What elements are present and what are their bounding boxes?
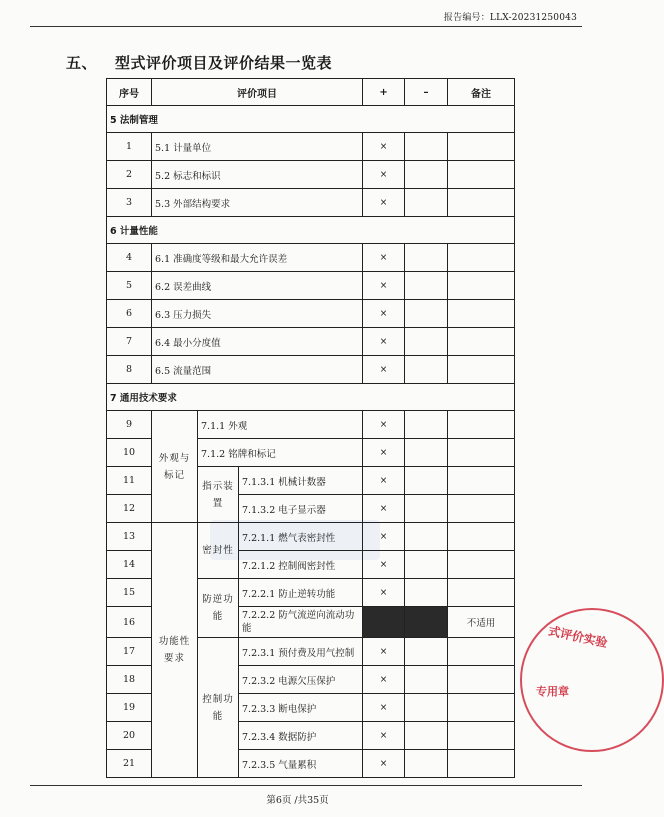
row-note	[448, 551, 515, 579]
row-minus	[405, 579, 448, 607]
row-seq: 9	[107, 411, 152, 439]
row-plus: ×	[363, 439, 405, 467]
row-minus	[405, 722, 448, 750]
table-row	[107, 300, 515, 328]
section-label: 5 法制管理	[107, 106, 515, 133]
row-minus-shaded	[405, 607, 448, 638]
row-seq: 20	[107, 722, 152, 750]
row-seq: 11	[107, 467, 152, 495]
section-row	[107, 217, 515, 244]
row-plus: ×	[363, 411, 405, 439]
row-seq: 17	[107, 638, 152, 666]
section-number: 五、	[66, 54, 98, 72]
row-minus	[405, 133, 448, 161]
seal-text-center: 专用章	[536, 685, 569, 698]
row-plus: ×	[363, 523, 405, 551]
row-note	[448, 244, 515, 272]
row-note	[448, 666, 515, 694]
row-seq: 7	[107, 328, 152, 356]
row-item: 5.2 标志和标识	[152, 161, 363, 189]
row-minus	[405, 189, 448, 217]
row-seq: 5	[107, 272, 152, 300]
row-note	[448, 523, 515, 551]
row-plus: ×	[363, 694, 405, 722]
row-minus	[405, 495, 448, 523]
row-item: 7.1.3.2 电子显示器	[239, 495, 363, 523]
row-item: 5.3 外部结构要求	[152, 189, 363, 217]
row-item: 7.1.1 外观	[198, 411, 363, 439]
row-plus: ×	[363, 133, 405, 161]
report-number: 报告编号：LLX-20231250043	[443, 13, 577, 23]
row-note	[448, 189, 515, 217]
row-plus: ×	[363, 189, 405, 217]
row-seq: 13	[107, 523, 152, 551]
footer-rule	[30, 785, 582, 786]
row-minus	[405, 161, 448, 189]
row-plus: ×	[363, 161, 405, 189]
row-note	[448, 439, 515, 467]
row-note	[448, 750, 515, 778]
header-rule	[30, 26, 582, 27]
row-plus-shaded	[363, 607, 405, 638]
row-seq: 15	[107, 579, 152, 607]
row-minus	[405, 551, 448, 579]
header-seq: 序号	[107, 79, 152, 106]
row-minus	[405, 328, 448, 356]
row-seq: 19	[107, 694, 152, 722]
table-row	[107, 272, 515, 300]
row-plus: ×	[363, 356, 405, 384]
row-plus: ×	[363, 328, 405, 356]
row-note	[448, 495, 515, 523]
section-title	[66, 52, 332, 73]
row-minus	[405, 523, 448, 551]
row-minus	[405, 244, 448, 272]
row-plus: ×	[363, 638, 405, 666]
table-header-row	[107, 79, 515, 106]
row-minus	[405, 439, 448, 467]
table-row	[107, 411, 515, 439]
table-row	[107, 356, 515, 384]
row-note	[448, 579, 515, 607]
row-minus	[405, 411, 448, 439]
table-row	[107, 133, 515, 161]
row-item: 7.2.3.4 数据防护	[239, 722, 363, 750]
section-label: 7 通用技术要求	[107, 384, 515, 411]
row-minus	[405, 694, 448, 722]
row-seq: 6	[107, 300, 152, 328]
row-note	[448, 356, 515, 384]
row-seq: 8	[107, 356, 152, 384]
row-plus: ×	[363, 495, 405, 523]
table-row	[107, 244, 515, 272]
section-row	[107, 384, 515, 411]
header-minus: –	[405, 79, 448, 106]
page-number: 第6页 /共35页	[266, 795, 329, 806]
row-item: 6.5 流量范围	[152, 356, 363, 384]
row-note	[448, 694, 515, 722]
row-plus: ×	[363, 750, 405, 778]
row-note	[448, 638, 515, 666]
row-plus: ×	[363, 467, 405, 495]
row-item: 7.1.2 铭牌和标记	[198, 439, 363, 467]
row-plus: ×	[363, 579, 405, 607]
row-seq: 12	[107, 495, 152, 523]
table-row	[107, 161, 515, 189]
table-row	[107, 328, 515, 356]
group-backflow: 防逆功能	[198, 579, 239, 638]
row-seq: 10	[107, 439, 152, 467]
section-heading: 型式评价项目及评价结果一览表	[115, 54, 333, 72]
row-minus	[405, 750, 448, 778]
row-item: 6.4 最小分度值	[152, 328, 363, 356]
row-plus: ×	[363, 272, 405, 300]
row-note	[448, 161, 515, 189]
row-item: 6.3 压力损失	[152, 300, 363, 328]
row-minus	[405, 356, 448, 384]
row-note	[448, 467, 515, 495]
row-item: 7.2.2.1 防止逆转功能	[239, 579, 363, 607]
row-item: 7.2.3.3 断电保护	[239, 694, 363, 722]
row-plus: ×	[363, 722, 405, 750]
row-seq: 16	[107, 607, 152, 638]
row-seq: 1	[107, 133, 152, 161]
row-item: 5.1 计量单位	[152, 133, 363, 161]
row-seq: 2	[107, 161, 152, 189]
row-plus: ×	[363, 666, 405, 694]
table-row	[107, 523, 515, 551]
table-row	[107, 189, 515, 217]
row-note	[448, 328, 515, 356]
row-seq: 18	[107, 666, 152, 694]
row-note	[448, 411, 515, 439]
row-note	[448, 272, 515, 300]
official-seal-stamp	[520, 608, 664, 752]
section-row	[107, 106, 515, 133]
row-note	[448, 722, 515, 750]
header-item: 评价项目	[152, 79, 363, 106]
header-plus: +	[363, 79, 405, 106]
group-indicator: 指示装置	[198, 467, 239, 523]
row-minus	[405, 300, 448, 328]
row-item: 7.1.3.1 机械计数器	[239, 467, 363, 495]
row-note	[448, 300, 515, 328]
row-plus: ×	[363, 244, 405, 272]
group-function: 功能性要求	[152, 523, 198, 778]
row-plus: ×	[363, 551, 405, 579]
row-item: 7.2.3.2 电源欠压保护	[239, 666, 363, 694]
row-item: 7.2.3.1 预付费及用气控制	[239, 638, 363, 666]
row-item: 7.2.2.2 防气流逆向流动功能	[239, 607, 363, 638]
row-seq: 4	[107, 244, 152, 272]
row-item: 7.2.1.2 控制阀密封性	[239, 551, 363, 579]
row-minus	[405, 272, 448, 300]
section-label: 6 计量性能	[107, 217, 515, 244]
row-item: 6.1 准确度等级和最大允许误差	[152, 244, 363, 272]
header-note: 备注	[448, 79, 515, 106]
seal-text-arc: 式评价实验	[547, 623, 609, 651]
row-note: 不适用	[448, 607, 515, 638]
row-item: 7.2.3.5 气量累积	[239, 750, 363, 778]
evaluation-table	[106, 78, 515, 778]
row-minus	[405, 666, 448, 694]
row-seq: 21	[107, 750, 152, 778]
row-seq: 3	[107, 189, 152, 217]
group-appearance: 外观与标记	[152, 411, 198, 523]
row-plus: ×	[363, 300, 405, 328]
row-item: 6.2 误差曲线	[152, 272, 363, 300]
row-item: 7.2.1.1 燃气表密封性	[239, 523, 363, 551]
row-seq: 14	[107, 551, 152, 579]
row-minus	[405, 467, 448, 495]
row-note	[448, 133, 515, 161]
row-minus	[405, 638, 448, 666]
group-seal: 密封性	[198, 523, 239, 579]
group-control: 控制功能	[198, 638, 239, 778]
